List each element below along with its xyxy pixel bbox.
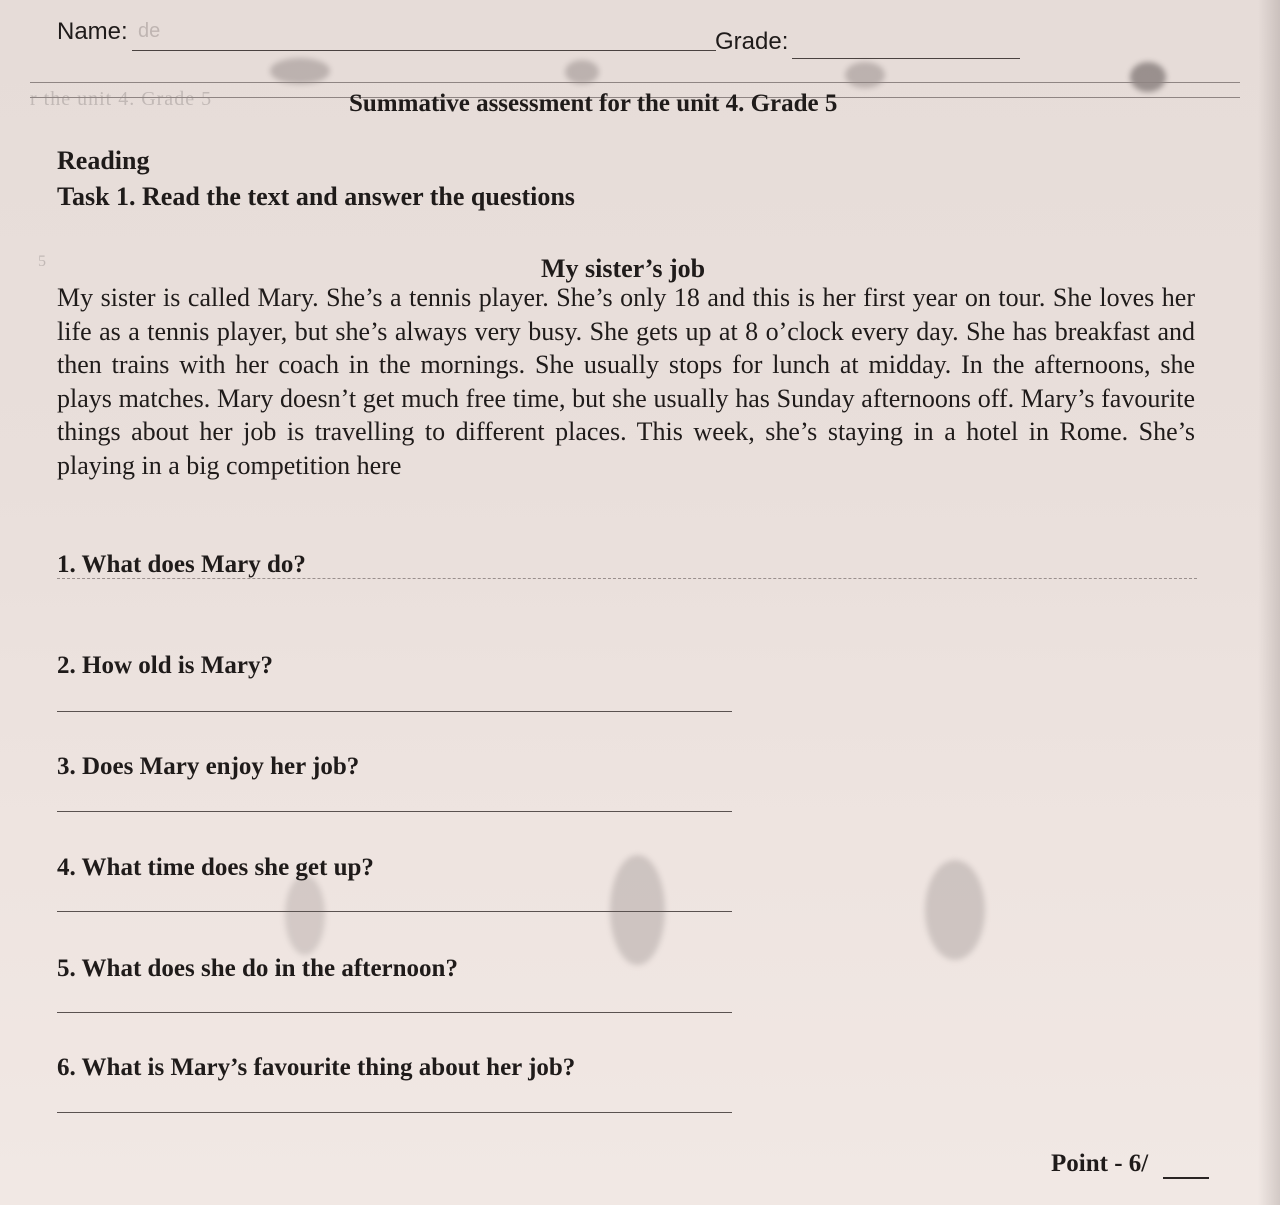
copy-smudge bbox=[845, 62, 885, 88]
copy-smudge bbox=[1130, 62, 1166, 92]
name-written-value: de bbox=[138, 20, 161, 42]
question-1: 1. What does Mary do? bbox=[57, 551, 306, 578]
faded-header-text: r the unit 4. Grade 5 bbox=[30, 88, 213, 110]
answer-line-4[interactable] bbox=[57, 911, 732, 912]
copy-smudge bbox=[925, 860, 985, 960]
answer-line-3[interactable] bbox=[57, 811, 732, 812]
question-5: 5. What does she do in the afternoon? bbox=[57, 955, 458, 982]
page-edge-shadow bbox=[1258, 0, 1280, 1205]
question-6: 6. What is Mary’s favourite thing about her job? bbox=[57, 1054, 576, 1081]
answer-line-2[interactable] bbox=[57, 711, 732, 712]
header-rule-top bbox=[30, 82, 1240, 83]
task-instruction: Task 1. Read the text and answer the questions bbox=[57, 182, 575, 211]
name-label: Name: bbox=[57, 18, 128, 45]
points-label: Point - 6/ bbox=[1051, 1150, 1149, 1177]
story-title: My sister’s job bbox=[541, 254, 706, 283]
question-4: 4. What time does she get up? bbox=[57, 854, 374, 881]
copy-smudge bbox=[610, 855, 665, 965]
question-2: 2. How old is Mary? bbox=[57, 652, 273, 679]
reading-passage: My sister is called Mary. She’s a tennis player. She’s only 18 and this is her first year on tour. She loves her life as a tennis player, but she’s always very busy. She gets up at 8 o’clock every day. She has breakfast and then trains with her coach in the mornings. She usually stops for lunch at midday. In the afternoons, she plays matches. Mary doesn’t get much free time, but she usually has Sunday afternoons off. Mary’s favourite things about her job is travelling to different places. This week, she’s staying in a hotel in Rome. She’s playing in a big competition here bbox=[57, 283, 1195, 480]
points-answer-line[interactable] bbox=[1163, 1177, 1209, 1179]
grade-answer-line bbox=[792, 58, 1020, 59]
section-title: Reading bbox=[57, 146, 150, 175]
question-3: 3. Does Mary enjoy her job? bbox=[57, 753, 360, 780]
answer-line-5[interactable] bbox=[57, 1012, 732, 1013]
margin-mark: 5 bbox=[38, 253, 47, 270]
answer-line-1[interactable] bbox=[57, 578, 1197, 579]
copy-smudge bbox=[270, 58, 330, 84]
copy-smudge bbox=[285, 875, 325, 955]
grade-label: Grade: bbox=[715, 28, 789, 55]
assessment-subtitle: Summative assessment for the unit 4. Grade 5 bbox=[349, 90, 838, 117]
answer-line-6[interactable] bbox=[57, 1112, 732, 1113]
copy-smudge bbox=[565, 60, 599, 84]
name-answer-line bbox=[132, 50, 716, 51]
